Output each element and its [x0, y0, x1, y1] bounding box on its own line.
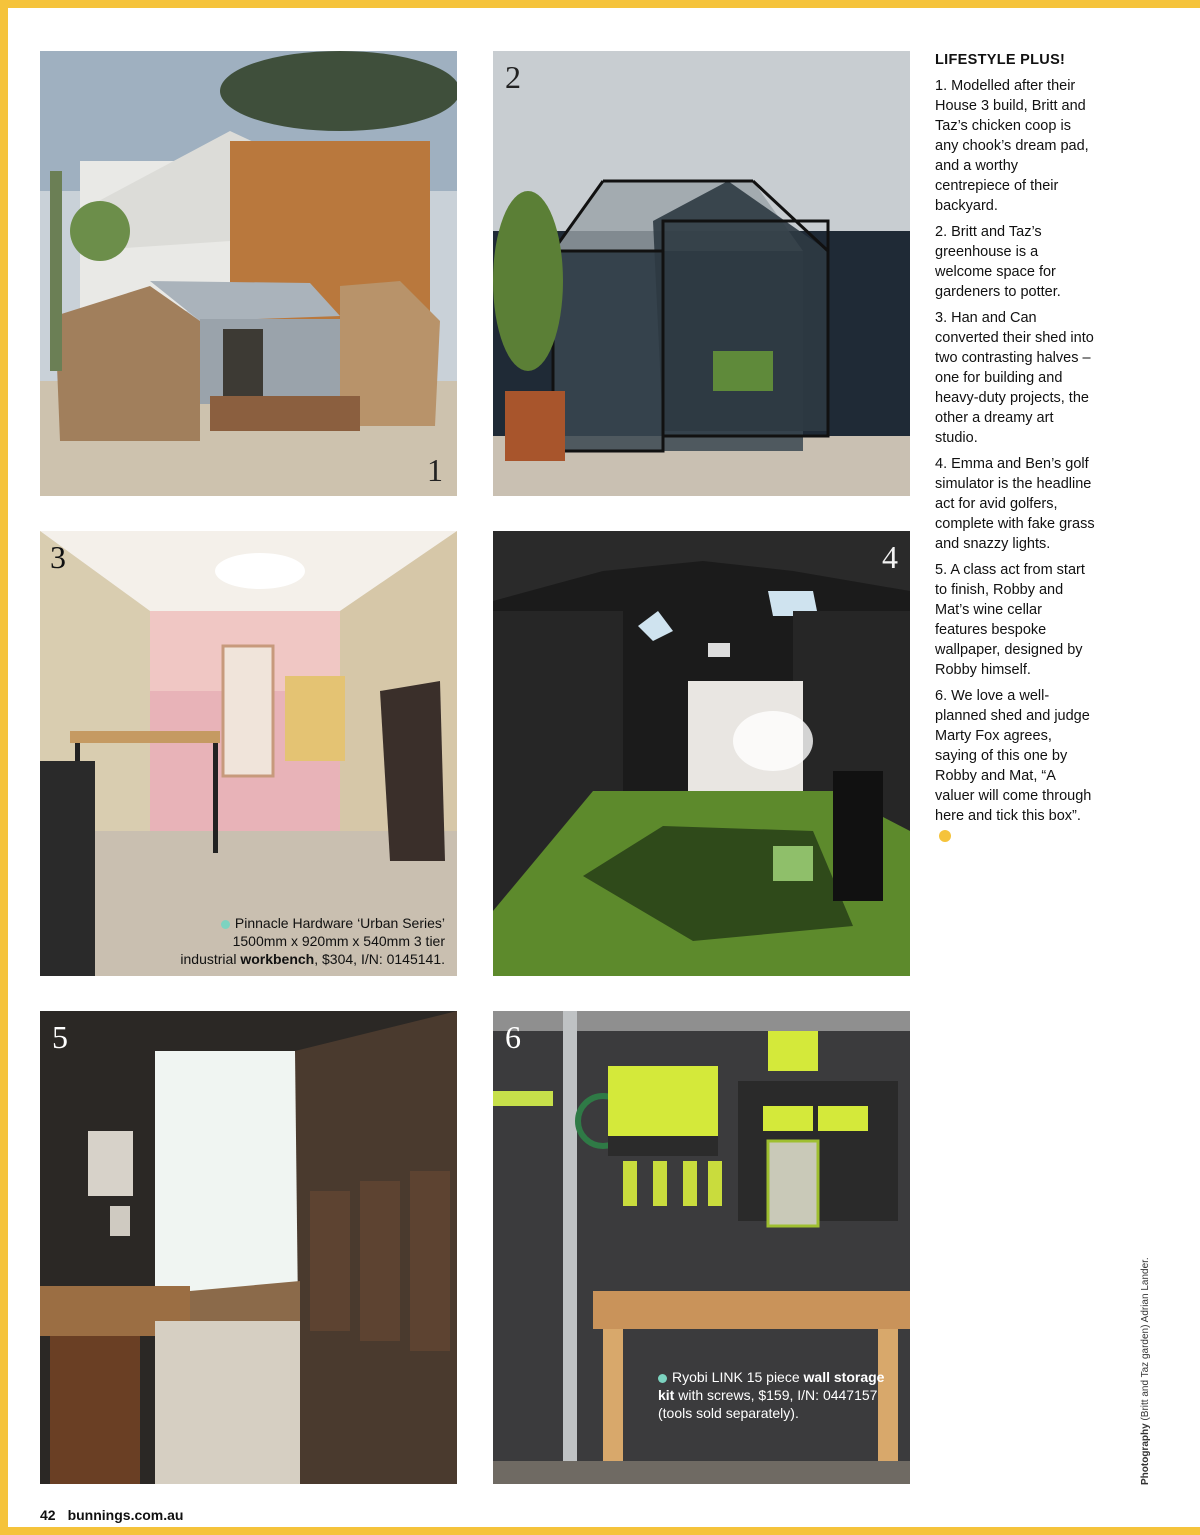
product-caption-workbench — [125, 914, 445, 968]
photo-chicken-coop — [40, 51, 457, 496]
caption-prefix: industrial — [180, 951, 241, 967]
sidebar-item-6: 6. We love a well-planned shed and judge Marty Fox agrees, saying of this one by Robby and Mat, “A valuer will come through here and tick this box”. — [935, 688, 1092, 824]
caption-bold: workbench — [240, 951, 315, 967]
caption-line2-bold: kit — [658, 1387, 675, 1403]
credit-text: (Britt and Taz garden) Adrian Lander. — [1140, 1257, 1151, 1424]
photo-greenhouse — [493, 51, 910, 496]
photo-tool-wall — [493, 1011, 910, 1484]
credit-label: Photography — [1140, 1423, 1151, 1485]
caption-bullet-icon — [658, 1374, 667, 1383]
photo-number: 4 — [882, 539, 898, 575]
sidebar-title: LIFESTYLE PLUS! — [935, 52, 1066, 68]
website-link[interactable]: bunnings.com.au — [67, 1507, 184, 1523]
photo-golf-simulator — [493, 531, 910, 976]
photo-number: 3 — [50, 539, 66, 575]
caption-line1-pre: Ryobi LINK 15 piece — [672, 1369, 804, 1385]
photo-number: 5 — [52, 1019, 68, 1055]
sidebar-item-4: 4. Emma and Ben’s golf simulator is the headline act for avid golfers, complete with fake grass and snazzy lights. — [935, 456, 1095, 552]
sidebar-item-2: 2. Britt and Taz’s greenhouse is a welcome space for gardeners to potter. — [935, 224, 1061, 300]
photo-credit — [1140, 1257, 1151, 1485]
page-footer — [40, 1507, 195, 1523]
sidebar-lifestyle-plus — [935, 50, 1095, 852]
photo-number: 6 — [505, 1019, 521, 1055]
photo-number: 1 — [427, 452, 443, 488]
sidebar-item-1: 1. Modelled after their House 3 build, Britt and Taz’s chicken coop is any chook’s dream pad, and a worthy centrepiece of their backyard. — [935, 78, 1089, 214]
caption-line2-rest: with screws, $159, I/N: 0447157 — [674, 1387, 878, 1403]
sidebar-item-5: 5. A class act from start to finish, Robby and Mat’s wine cellar features bespoke wallpaper, designed by Robby himself. — [935, 562, 1085, 678]
caption-bullet-icon — [221, 920, 230, 929]
page-number: 42 — [40, 1507, 56, 1523]
caption-line3: (tools sold separately). — [658, 1405, 799, 1421]
photo-number: 2 — [505, 59, 521, 95]
sidebar-item-3: 3. Han and Can converted their shed into two contrasting halves – one for building and heavy-duty projects, the other a dreamy art studio. — [935, 310, 1094, 446]
caption-line: Pinnacle Hardware ‘Urban Series’ — [234, 915, 445, 931]
end-mark-icon — [939, 830, 951, 842]
photo-art-studio — [40, 531, 457, 976]
photo-wine-cellar — [40, 1011, 457, 1484]
caption-line1-bold: wall storage — [803, 1369, 885, 1385]
caption-suffix: , $304, I/N: 0145141. — [314, 951, 445, 967]
caption-line: 1500mm x 920mm x 540mm 3 tier — [232, 933, 445, 949]
product-caption-wall-storage — [658, 1368, 903, 1422]
